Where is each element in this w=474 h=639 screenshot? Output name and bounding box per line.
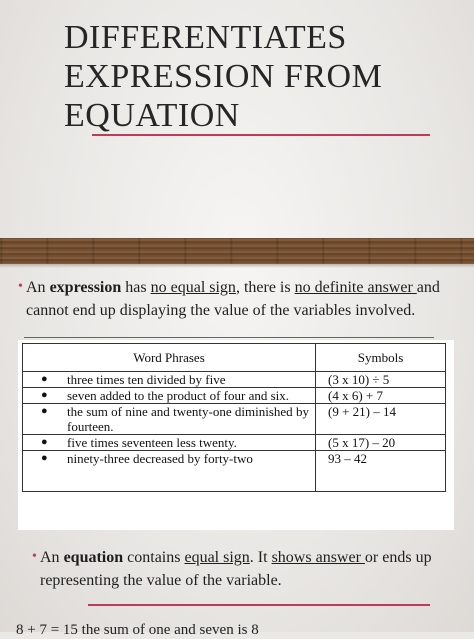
examples-table: [22, 343, 446, 492]
text: and cannot end up displaying the value of the variables involved.: [26, 279, 440, 319]
bullet-dot-icon: ●: [41, 452, 48, 464]
phrase-text: three times ten divided by five: [67, 372, 226, 387]
bullet-dot-icon: ●: [41, 373, 48, 385]
phrase-cell: [23, 388, 316, 404]
phrase-cell: [23, 435, 316, 451]
bullet-dot-icon: ●: [41, 389, 48, 401]
table-row: [23, 435, 446, 451]
bullet-dot-icon: ●: [41, 405, 48, 417]
examples-table-container: [18, 340, 454, 530]
phrase-cell: [23, 404, 316, 435]
bullet-expression: [18, 276, 446, 322]
bullet-marker: •: [18, 279, 23, 294]
table-header-row: [23, 344, 446, 372]
divider-line: [88, 604, 430, 606]
text: . It: [249, 549, 272, 566]
bullet-marker: •: [32, 549, 37, 564]
wood-banner: [0, 238, 474, 264]
symbol-cell: (4 x 6) + 7: [316, 388, 446, 404]
phrase-text: ninety-three decreased by forty-two: [67, 451, 253, 466]
slide-title: [64, 18, 444, 135]
underlined-text: no equal sign: [150, 279, 236, 296]
symbol-cell: 93 – 42: [316, 451, 446, 492]
header-word-phrases: Word Phrases: [23, 344, 316, 372]
text: An: [26, 279, 50, 296]
phrase-cell: [23, 372, 316, 388]
term-expression: expression: [49, 279, 122, 296]
table-row: [23, 388, 446, 404]
table-row: [23, 404, 446, 435]
phrase-text: the sum of nine and twenty-one diminished by fourteen.: [67, 404, 309, 434]
symbol-cell: (9 + 21) – 14: [316, 404, 446, 435]
title-underline: [92, 134, 430, 136]
title-line: EXPRESSION FROM: [64, 58, 383, 95]
symbol-cell: (5 x 17) – 20: [316, 435, 446, 451]
bullet-dot-icon: ●: [41, 436, 48, 448]
bullet-equation: [32, 546, 440, 592]
text: An: [40, 549, 64, 566]
underlined-text: equal sign: [184, 549, 250, 566]
term-equation: equation: [63, 549, 124, 566]
underlined-text: shows answer: [271, 549, 365, 566]
phrase-text: seven added to the product of four and six.: [67, 388, 290, 403]
symbol-cell: (3 x 10) ÷ 5: [316, 372, 446, 388]
header-symbols: Symbols: [316, 344, 446, 372]
title-line: DIFFERENTIATES: [64, 19, 347, 56]
phrase-cell: [23, 451, 316, 492]
text: , there is: [235, 279, 295, 296]
divider-line: [24, 337, 434, 338]
title-line: EQUATION: [64, 97, 240, 134]
cutoff-example-text: 8 + 7 = 15 the sum of one and seven is 8: [16, 622, 259, 638]
phrase-text: five times seventeen less twenty.: [67, 435, 237, 450]
underlined-text: no definite answer: [294, 279, 417, 296]
table-row: [23, 372, 446, 388]
wood-shadow: [0, 264, 474, 268]
text: contains: [123, 549, 185, 566]
table-row: [23, 451, 446, 492]
text: has: [121, 279, 151, 296]
text: or ends up representing the value of the variable.: [40, 549, 432, 589]
